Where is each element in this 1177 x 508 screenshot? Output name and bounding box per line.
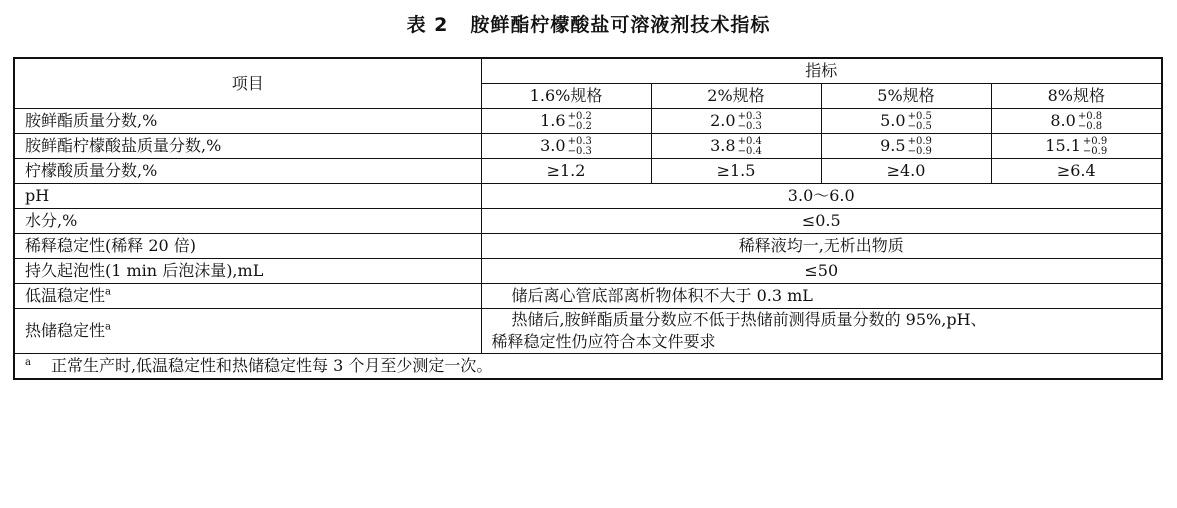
tolerance-cell: 3.8 +0.4 −0.4 (651, 134, 821, 159)
row-label: 稀释稳定性(稀释 20 倍) (14, 234, 481, 259)
header-indicator: 指标 (481, 58, 1162, 84)
value-cell: ≥4.0 (821, 159, 991, 184)
row-label: 胺鲜酯柠檬酸盐质量分数,% (14, 134, 481, 159)
table-row (14, 184, 1162, 209)
footnote-mark: a (25, 356, 31, 368)
table-row (14, 309, 1162, 354)
merged-value-cell: ≤50 (481, 259, 1162, 284)
footnote (14, 354, 1162, 380)
header-spec-3: 5%规格 (821, 84, 991, 109)
value-cell: ≥1.2 (481, 159, 651, 184)
table-row (14, 259, 1162, 284)
table-row (14, 109, 1162, 134)
value-cell: ≥1.5 (651, 159, 821, 184)
merged-value-cell: 稀释液均一,无析出物质 (481, 234, 1162, 259)
tolerance-cell: 5.0 +0.5 −0.5 (821, 109, 991, 134)
tolerance-cell: 2.0 +0.3 −0.3 (651, 109, 821, 134)
row-label: 持久起泡性(1 min 后泡沫量),mL (14, 259, 481, 284)
tolerance-cell: 3.0 +0.3 −0.3 (481, 134, 651, 159)
table-title (0, 10, 1177, 37)
row-label: 胺鲜酯质量分数,% (14, 109, 481, 134)
table-row (14, 234, 1162, 259)
row-label: pH (14, 184, 481, 209)
merged-value-cell: 储后离心管底部离析物体积不大于 0.3 mL (481, 284, 1162, 309)
header-row-top (14, 58, 1162, 84)
value-cell: ≥6.4 (991, 159, 1162, 184)
table-row (14, 209, 1162, 234)
table-title-text: 胺鲜酯柠檬酸盐可溶液剂技术指标 (470, 14, 771, 36)
heat-storage-line-2: 稀释稳定性仍应符合本文件要求 (491, 332, 716, 351)
row-label: 柠檬酸质量分数,% (14, 159, 481, 184)
merged-value-cell: 3.0～6.0 (481, 184, 1162, 209)
footnote-text: 正常生产时,低温稳定性和热储稳定性每 3 个月至少测定一次。 (50, 356, 493, 375)
table-row (14, 134, 1162, 159)
header-spec-4: 8%规格 (991, 84, 1162, 109)
row-label: 热储稳定性$^a$ (14, 309, 481, 354)
footnote-mark: a (105, 321, 111, 333)
spec-table (13, 57, 1163, 380)
tolerance-cell: 15.1 +0.9 −0.9 (991, 134, 1162, 159)
header-spec-1: 1.6%规格 (481, 84, 651, 109)
tolerance-cell: 9.5 +0.9 −0.9 (821, 134, 991, 159)
row-label: 水分,% (14, 209, 481, 234)
merged-value-cell (481, 309, 1162, 354)
merged-value-cell: ≤0.5 (481, 209, 1162, 234)
tolerance-cell: 1.6 +0.2 −0.2 (481, 109, 651, 134)
tolerance-cell: 8.0 +0.8 −0.8 (991, 109, 1162, 134)
footnote-row (14, 354, 1162, 380)
header-item: 项目 (14, 58, 481, 109)
table-row (14, 159, 1162, 184)
footnote-mark: a (105, 286, 111, 298)
table-row (14, 284, 1162, 309)
heat-storage-line-1: 热储后,胺鲜酯质量分数应不低于热储前测得质量分数的 95%,pH、 (511, 310, 987, 329)
table-number: 表 2 (406, 14, 449, 36)
row-label: 低温稳定性$^a$ (14, 284, 481, 309)
header-spec-2: 2%规格 (651, 84, 821, 109)
